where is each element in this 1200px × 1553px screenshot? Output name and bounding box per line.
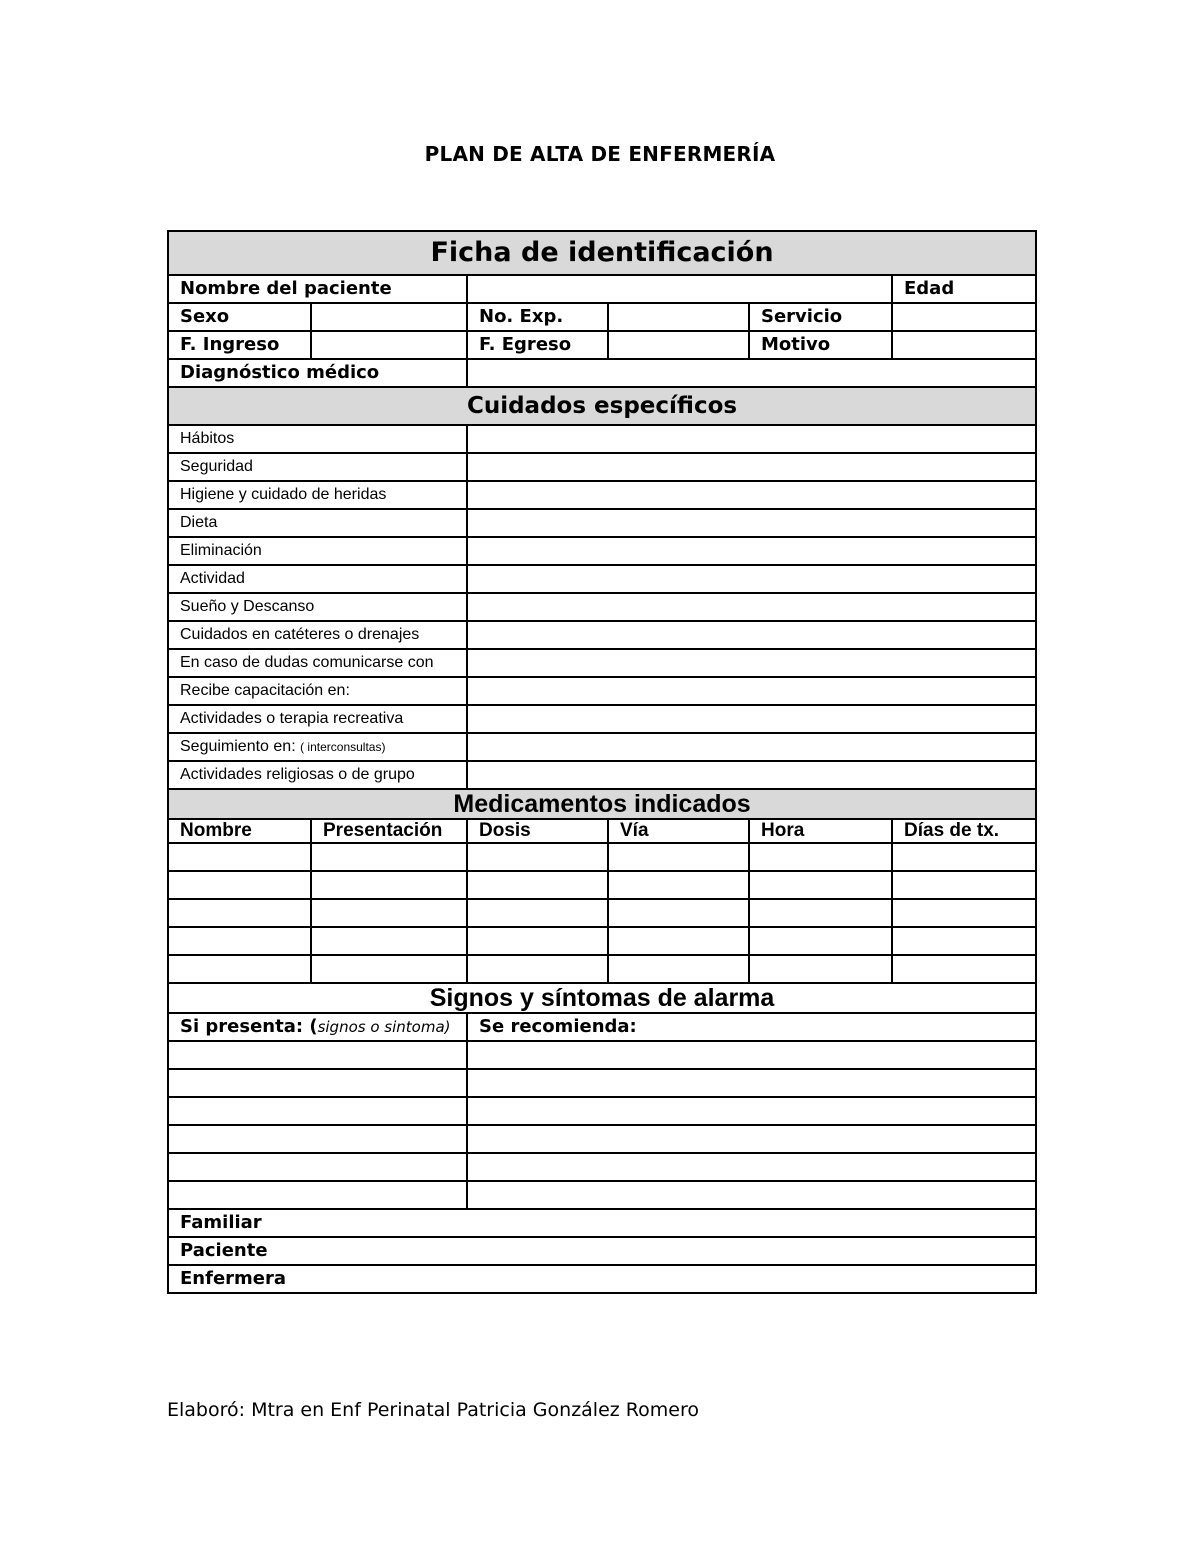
med-cell[interactable] <box>467 927 608 955</box>
section-medicamentos: Medicamentos indicados <box>168 789 1036 819</box>
cuidado-label: Cuidados en catéteres o drenajes <box>168 621 467 649</box>
signo-row <box>168 1125 1036 1153</box>
field-diagnostico[interactable] <box>467 359 1036 387</box>
med-cell[interactable] <box>311 927 467 955</box>
label-si-presenta-note: signos o sintoma) <box>317 1018 451 1036</box>
cuidado-field[interactable] <box>467 453 1036 481</box>
cuidado-field[interactable] <box>467 761 1036 789</box>
cuidado-field[interactable] <box>467 509 1036 537</box>
cuidado-label: Sueño y Descanso <box>168 593 467 621</box>
cuidado-field[interactable] <box>467 705 1036 733</box>
cuidado-label: Actividad <box>168 565 467 593</box>
med-cell[interactable] <box>892 843 1036 871</box>
recomendacion-field[interactable] <box>467 1097 1036 1125</box>
med-row <box>168 927 1036 955</box>
author-credit: Elaboró: Mtra en Enf Perinatal Patricia González Romero <box>167 1399 699 1421</box>
med-cell[interactable] <box>467 843 608 871</box>
recomendacion-field[interactable] <box>467 1041 1036 1069</box>
med-column-header: Nombre <box>168 819 311 843</box>
cuidado-field[interactable] <box>467 565 1036 593</box>
firma-paciente[interactable]: Paciente <box>168 1237 1036 1265</box>
med-cell[interactable] <box>311 899 467 927</box>
cuidado-label: Higiene y cuidado de heridas <box>168 481 467 509</box>
field-nombre-paciente[interactable] <box>467 275 892 303</box>
cuidado-label: Hábitos <box>168 425 467 453</box>
label-sexo: Sexo <box>168 303 311 331</box>
signo-field[interactable] <box>168 1097 467 1125</box>
field-motivo[interactable] <box>892 331 1036 359</box>
med-cell[interactable] <box>311 843 467 871</box>
label-f-ingreso: F. Ingreso <box>168 331 311 359</box>
label-edad: Edad <box>892 275 1036 303</box>
field-f-ingreso[interactable] <box>311 331 467 359</box>
med-cell[interactable] <box>892 927 1036 955</box>
cuidado-field[interactable] <box>467 733 1036 761</box>
med-cell[interactable] <box>467 871 608 899</box>
label-si-presenta: Si presenta: ( <box>180 1016 318 1037</box>
document-title: PLAN DE ALTA DE ENFERMERÍA <box>424 142 776 166</box>
firma-enfermera[interactable]: Enfermera <box>168 1265 1036 1293</box>
form-table <box>167 230 1037 1294</box>
med-cell[interactable] <box>608 899 749 927</box>
cuidado-label: Actividades o terapia recreativa <box>168 705 467 733</box>
med-cell[interactable] <box>749 871 892 899</box>
signo-row <box>168 1069 1036 1097</box>
cuidado-field[interactable] <box>467 593 1036 621</box>
med-cell[interactable] <box>608 955 749 983</box>
cuidado-label: Seguimiento en: <box>180 738 296 755</box>
med-row <box>168 871 1036 899</box>
recomendacion-field[interactable] <box>467 1181 1036 1209</box>
label-nombre-paciente: Nombre del paciente <box>168 275 467 303</box>
cuidado-label: Actividades religiosas o de grupo <box>168 761 467 789</box>
cuidado-label: Recibe capacitación en: <box>168 677 467 705</box>
cuidado-field[interactable] <box>467 621 1036 649</box>
cuidado-field[interactable] <box>467 677 1036 705</box>
cuidado-label: Dieta <box>168 509 467 537</box>
seguimiento-note: ( interconsultas) <box>300 740 386 754</box>
signo-row <box>168 1041 1036 1069</box>
med-cell[interactable] <box>749 927 892 955</box>
cuidado-field[interactable] <box>467 481 1036 509</box>
med-column-header: Hora <box>749 819 892 843</box>
med-cell[interactable] <box>892 871 1036 899</box>
cuidado-label: Eliminación <box>168 537 467 565</box>
med-row <box>168 899 1036 927</box>
med-cell[interactable] <box>467 955 608 983</box>
label-diagnostico: Diagnóstico médico <box>168 359 467 387</box>
section-signos-alarma: Signos y síntomas de alarma <box>168 983 1036 1013</box>
section-ficha-identificacion: Ficha de identificación <box>168 231 1036 275</box>
field-no-exp[interactable] <box>608 303 749 331</box>
med-cell[interactable] <box>168 955 311 983</box>
med-cell[interactable] <box>467 899 608 927</box>
field-servicio[interactable] <box>892 303 1036 331</box>
recomendacion-field[interactable] <box>467 1125 1036 1153</box>
label-f-egreso: F. Egreso <box>467 331 608 359</box>
cuidado-seguimiento-cell <box>168 733 467 761</box>
firma-familiar[interactable]: Familiar <box>168 1209 1036 1237</box>
discharge-form <box>167 230 1035 1294</box>
signo-row <box>168 1097 1036 1125</box>
med-cell[interactable] <box>311 955 467 983</box>
signo-field[interactable] <box>168 1153 467 1181</box>
signo-field[interactable] <box>168 1125 467 1153</box>
label-no-exp: No. Exp. <box>467 303 608 331</box>
med-column-header: Dosis <box>467 819 608 843</box>
label-se-recomienda: Se recomienda: <box>467 1013 1036 1041</box>
field-sexo[interactable] <box>311 303 467 331</box>
cuidado-field[interactable] <box>467 537 1036 565</box>
med-column-header: Vía <box>608 819 749 843</box>
med-cell[interactable] <box>608 927 749 955</box>
cuidado-label: En caso de dudas comunicarse con <box>168 649 467 677</box>
med-cell[interactable] <box>892 899 1036 927</box>
signo-field[interactable] <box>168 1069 467 1097</box>
med-cell[interactable] <box>749 843 892 871</box>
recomendacion-field[interactable] <box>467 1153 1036 1181</box>
med-cell[interactable] <box>749 899 892 927</box>
med-row <box>168 843 1036 871</box>
cuidado-field[interactable] <box>467 425 1036 453</box>
label-servicio: Servicio <box>749 303 892 331</box>
med-cell[interactable] <box>608 871 749 899</box>
med-row <box>168 955 1036 983</box>
signo-row <box>168 1153 1036 1181</box>
med-column-header: Días de tx. <box>892 819 1036 843</box>
recomendacion-field[interactable] <box>467 1069 1036 1097</box>
cuidado-field[interactable] <box>467 649 1036 677</box>
med-cell[interactable] <box>168 843 311 871</box>
med-cell[interactable] <box>168 871 311 899</box>
med-cell[interactable] <box>168 927 311 955</box>
label-motivo: Motivo <box>749 331 892 359</box>
signo-field[interactable] <box>168 1181 467 1209</box>
cuidado-label: Seguridad <box>168 453 467 481</box>
field-f-egreso[interactable] <box>608 331 749 359</box>
signo-row <box>168 1181 1036 1209</box>
section-cuidados-especificos: Cuidados específicos <box>168 387 1036 425</box>
med-column-header: Presentación <box>311 819 467 843</box>
med-cell[interactable] <box>749 955 892 983</box>
med-cell[interactable] <box>168 899 311 927</box>
med-cell[interactable] <box>311 871 467 899</box>
med-cell[interactable] <box>608 843 749 871</box>
med-cell[interactable] <box>892 955 1036 983</box>
label-si-presenta-cell <box>168 1013 467 1041</box>
signo-field[interactable] <box>168 1041 467 1069</box>
